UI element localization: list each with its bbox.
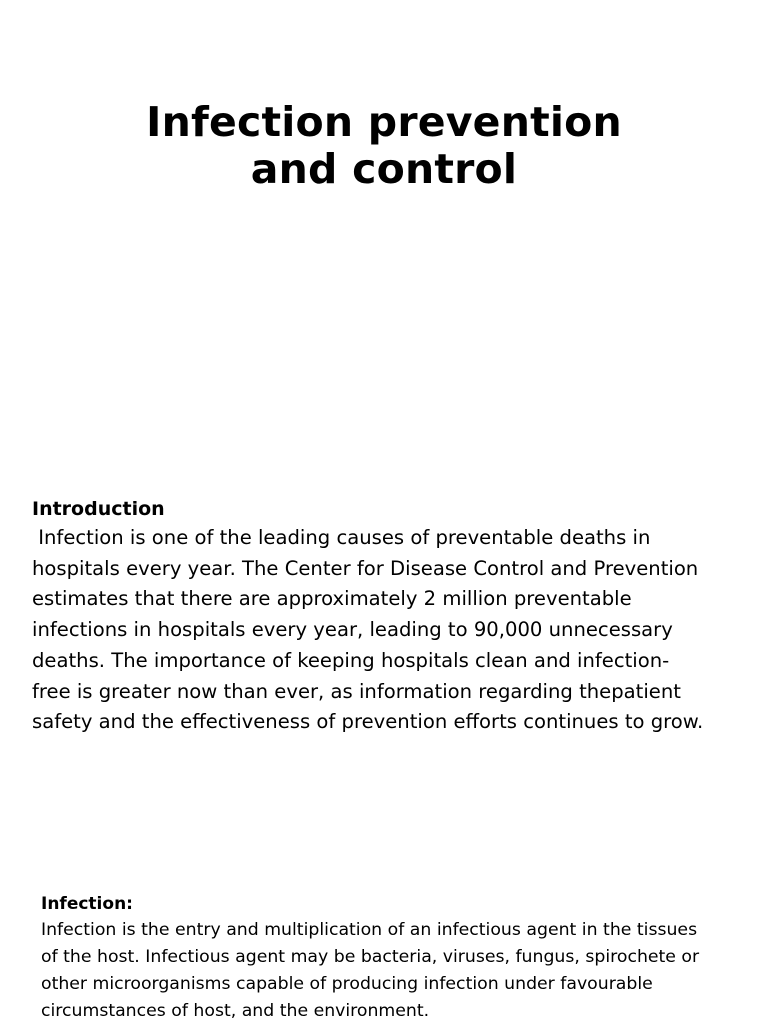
title-line-1: Infection prevention xyxy=(146,98,622,147)
infection-paragraph xyxy=(41,917,741,1025)
introduction-heading: Introduction xyxy=(32,498,165,520)
introduction-paragraph xyxy=(32,523,748,738)
title-line-2: and control xyxy=(250,145,518,194)
infection-section xyxy=(41,892,741,1025)
infection-heading: Infection: xyxy=(41,894,133,914)
page-title xyxy=(0,99,768,193)
introduction-line: estimates that there are approximately 2 million preventable xyxy=(32,587,632,611)
introduction-line: safety and the effectiveness of prevention efforts continues to grow. xyxy=(32,710,704,734)
infection-line: of the host. Infectious agent may be bacteria, viruses, fungus, spirochete or xyxy=(41,947,700,967)
infection-line: circumstances of host, and the environment. xyxy=(41,1001,430,1021)
introduction-line: infections in hospitals every year, leading to 90,000 unnecessary xyxy=(32,618,673,642)
introduction-section xyxy=(32,495,748,738)
introduction-line: hospitals every year. The Center for Disease Control and Prevention xyxy=(32,556,699,580)
infection-line: other microorganisms capable of producing infection under favourable xyxy=(41,974,653,994)
introduction-line: free is greater now than ever, as information regarding thepatient xyxy=(32,679,681,703)
infection-line: Infection is the entry and multiplication of an infectious agent in the tissues xyxy=(41,920,698,940)
introduction-line: deaths. The importance of keeping hospitals clean and infection- xyxy=(32,648,670,672)
introduction-line: Infection is one of the leading causes of preventable deaths in xyxy=(32,526,651,549)
